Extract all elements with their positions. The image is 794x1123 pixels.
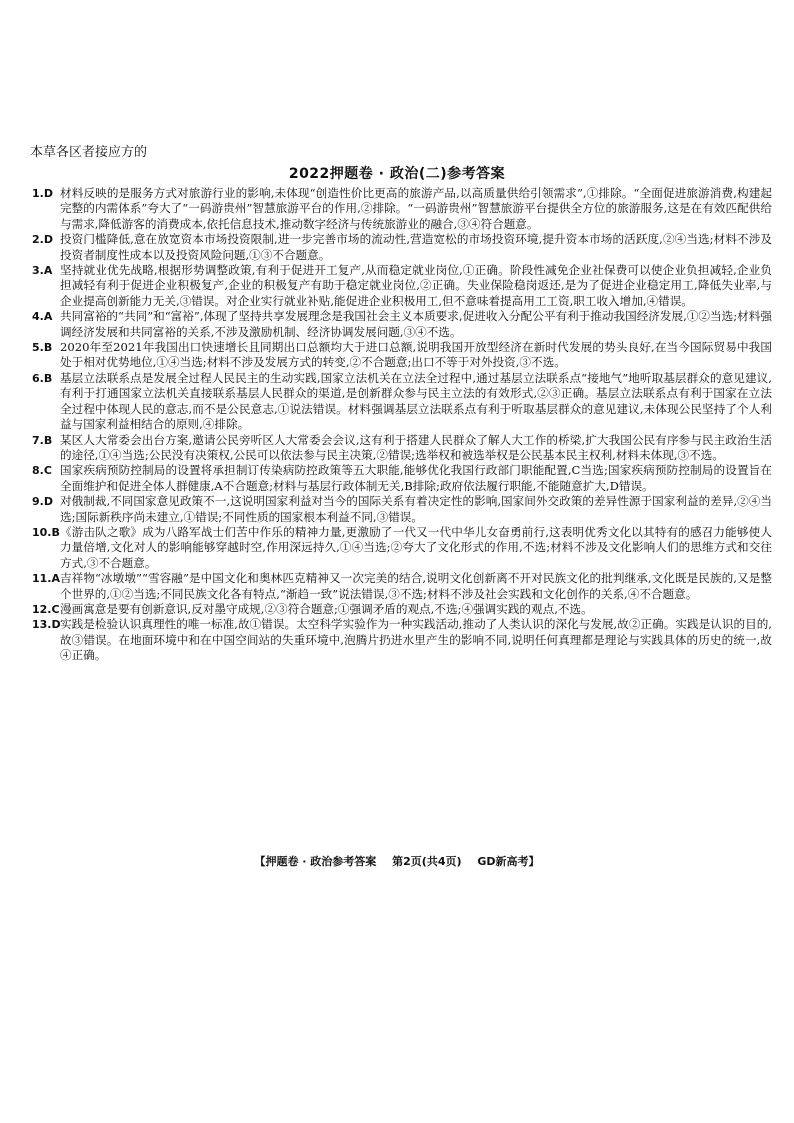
answer-number: 13.D <box>32 618 61 632</box>
footer-doc-label: 【押题卷 · 政治参考答案 <box>254 855 377 868</box>
answer-explanation: 吉祥物“冰墩墩”“雪容融”是中国文化和奥林匹克精神又一次完美的结合,说明文化创新离不开对民族文化的批判继承,文化既是民族的,又是整个世界的,①②当选;不同民族文化各有特点,“渐趋一致”说法错误,③不选;材料不涉及社会实践和文化创作的关系,④不合题意。 <box>60 571 772 601</box>
answer-number: 4.A <box>32 310 53 324</box>
answer-item-4 <box>32 309 772 340</box>
answer-item-7 <box>32 433 772 464</box>
answer-number: 9.D <box>32 495 53 509</box>
cut-off-header-text: 本草各区者接应方的 <box>30 145 148 160</box>
answer-number: 11.A <box>32 572 60 586</box>
page-title: 2022押题卷 · 政治(二)参考答案 <box>288 166 506 182</box>
answer-item-5 <box>32 340 772 371</box>
answer-item-9 <box>32 494 772 525</box>
answer-explanation: 漫画寓意是要有创新意识,反对墨守成规,②③符合题意;①强调矛盾的观点,不选;④强调实践的观点,不选。 <box>60 601 593 616</box>
answer-explanation: 材料反映的是服务方式对旅游行业的影响,未体现“创造性价比更高的旅游产品,以高质量供给引领需求”,①排除。“全面促进旅游消费,构建起完整的内需体系”夸大了“一码游贵州”智慧旅游平台的作用,②排除。“一码游贵州”智慧旅游平台提供全方位的旅游服务,这是在有效匹配供给与需求,降低游客的消费成本,依托信息技术,推动数字经济与传统旅游业的融合,③④符合题意。 <box>60 186 772 231</box>
answer-explanation: 基层立法联系点是发展全过程人民民主的生动实践,国家立法机关在立法全过程中,通过基层立法联系点“接地气”地听取基层群众的意见建议,有利于打通国家立法机关直接联系基层人民群众的渠道,是创新群众参与民主立法的有效形式,②③正确。基层立法联系点有利于国家在立法全过程中体现人民的意志,而不是公民意志,①说法错误。材料强调基层立法联系点有利于听取基层群众的意见建议,未体现公民坚持了个人利益与国家利益相结合的原则,④排除。 <box>60 370 772 432</box>
footer-page-number: 第2页(共4页) <box>392 855 462 868</box>
page-footer <box>0 853 794 869</box>
answer-item-1 <box>32 186 772 232</box>
answer-number: 3.A <box>32 264 53 278</box>
answer-explanation: 某区人大常委会出台方案,邀请公民旁听区人大常委会会议,这有利于搭建人民群众了解人大工作的桥梁,扩大我国公民有序参与民主政治生活的途径,①④当选;公民没有决策权,公民可以依法参与民主决策,②错误;选举权和被选举权是公民基本民主权利,材料未体现,③不选。 <box>60 432 772 462</box>
answer-number: 8.C <box>32 464 52 478</box>
answer-explanation: 2020年至2021年我国出口快速增长且同期出口总额均大于进口总额,说明我国开放型经济在新时代发展的势头良好,在当今国际贸易中我国处于相对优势地位,①④当选;材料不涉及发展方式的转变,②不合题意;出口不等于对外投资,③不选。 <box>60 340 772 370</box>
answer-item-2 <box>32 232 772 263</box>
answer-item-10 <box>32 525 772 571</box>
answer-explanation: 投资门槛降低,意在放宽资本市场投资限制,进一步完善市场的流动性,营造宽松的市场投资环境,提升资本市场的活跃度,②④当选;材料不涉及投资者制度性成本以及投资风险问题,①③不合题意。 <box>60 232 772 262</box>
footer-exam-label: GD新高考】 <box>477 855 540 868</box>
answer-item-11 <box>32 571 772 602</box>
answer-item-6 <box>32 371 772 433</box>
answer-item-3 <box>32 263 772 309</box>
answer-item-8 <box>32 463 772 494</box>
answer-list <box>32 186 772 664</box>
answer-explanation: 坚持就业优先战略,根据形势调整政策,有利于促进开工复产,从而稳定就业岗位,①正确。阶段性减免企业社保费可以使企业负担减轻,企业负担减轻有利于促进企业积极复产,企业的积极复产有助于稳定就业岗位,②正确。失业保险稳岗返还,是为了促进企业稳定用工,降低失业率,与企业提高创新能力无关,③错误。对企业实行就业补贴,能促进企业积极用工,但不意味着提高用工工资,职工收入增加,④错误。 <box>60 263 772 308</box>
answer-number: 12.C <box>32 602 60 616</box>
answer-explanation: 共同富裕的“共同”和“富裕”,体现了坚持共享发展理念是我国社会主义本质要求,促进收入分配公平有利于推动我国经济发展,①②当选;材料强调经济发展和共同富裕的关系,不涉及激励机制、经济协调发展问题,③④不选。 <box>60 309 772 339</box>
answer-number: 6.B <box>32 371 53 385</box>
answer-explanation: 对俄制裁,不同国家意见政策不一,这说明国家利益对当今的国际关系有着决定性的影响,国家间外交政策的差异性源于国家利益的差异,②④当选;国际新秩序尚未建立,①错误;不同性质的国家根本利益不同,③错误。 <box>60 494 772 524</box>
answer-explanation: 《游击队之歌》成为八路军战士们苦中作乐的精神力量,更激励了一代又一代中华儿女奋勇前行,这表明优秀文化以其特有的感召力能够使人力量倍增,文化对人的影响能够穿越时空,作用深远持久,①④当选;②夸大了文化形式的作用,不选;材料不涉及文化影响人们的思维方式和交往方式,③不合题意。 <box>60 524 772 570</box>
answer-item-12 <box>32 602 772 617</box>
answer-number: 5.B <box>32 341 53 355</box>
answer-number: 7.B <box>32 433 53 447</box>
answer-number: 1.D <box>32 187 53 200</box>
answer-number: 10.B <box>32 525 60 539</box>
answer-number: 2.D <box>32 233 53 247</box>
answer-explanation: 实践是检验认识真理性的唯一标准,故①错误。太空科学实验作为一种实践活动,推动了人类认识的深化与发展,故②正确。实践是认识的目的,故③错误。在地面环境中和在中国空间站的失重环境中,泡腾片扔进水里产生的影响不同,说明任何真理都是理论与实践具体的历史的统一,故④正确。 <box>60 617 772 663</box>
answer-explanation: 国家疾病预防控制局的设置将承担制订传染病防控政策等五大职能,能够优化我国行政部门职能配置,C当选;国家疾病预防控制局的设置旨在全面维护和促进全体人群健康,A不合题意;材料与基层行政体制无关,B排除;政府依法履行职能,不能随意扩大,D错误。 <box>60 463 772 493</box>
answer-item-13 <box>32 617 772 663</box>
